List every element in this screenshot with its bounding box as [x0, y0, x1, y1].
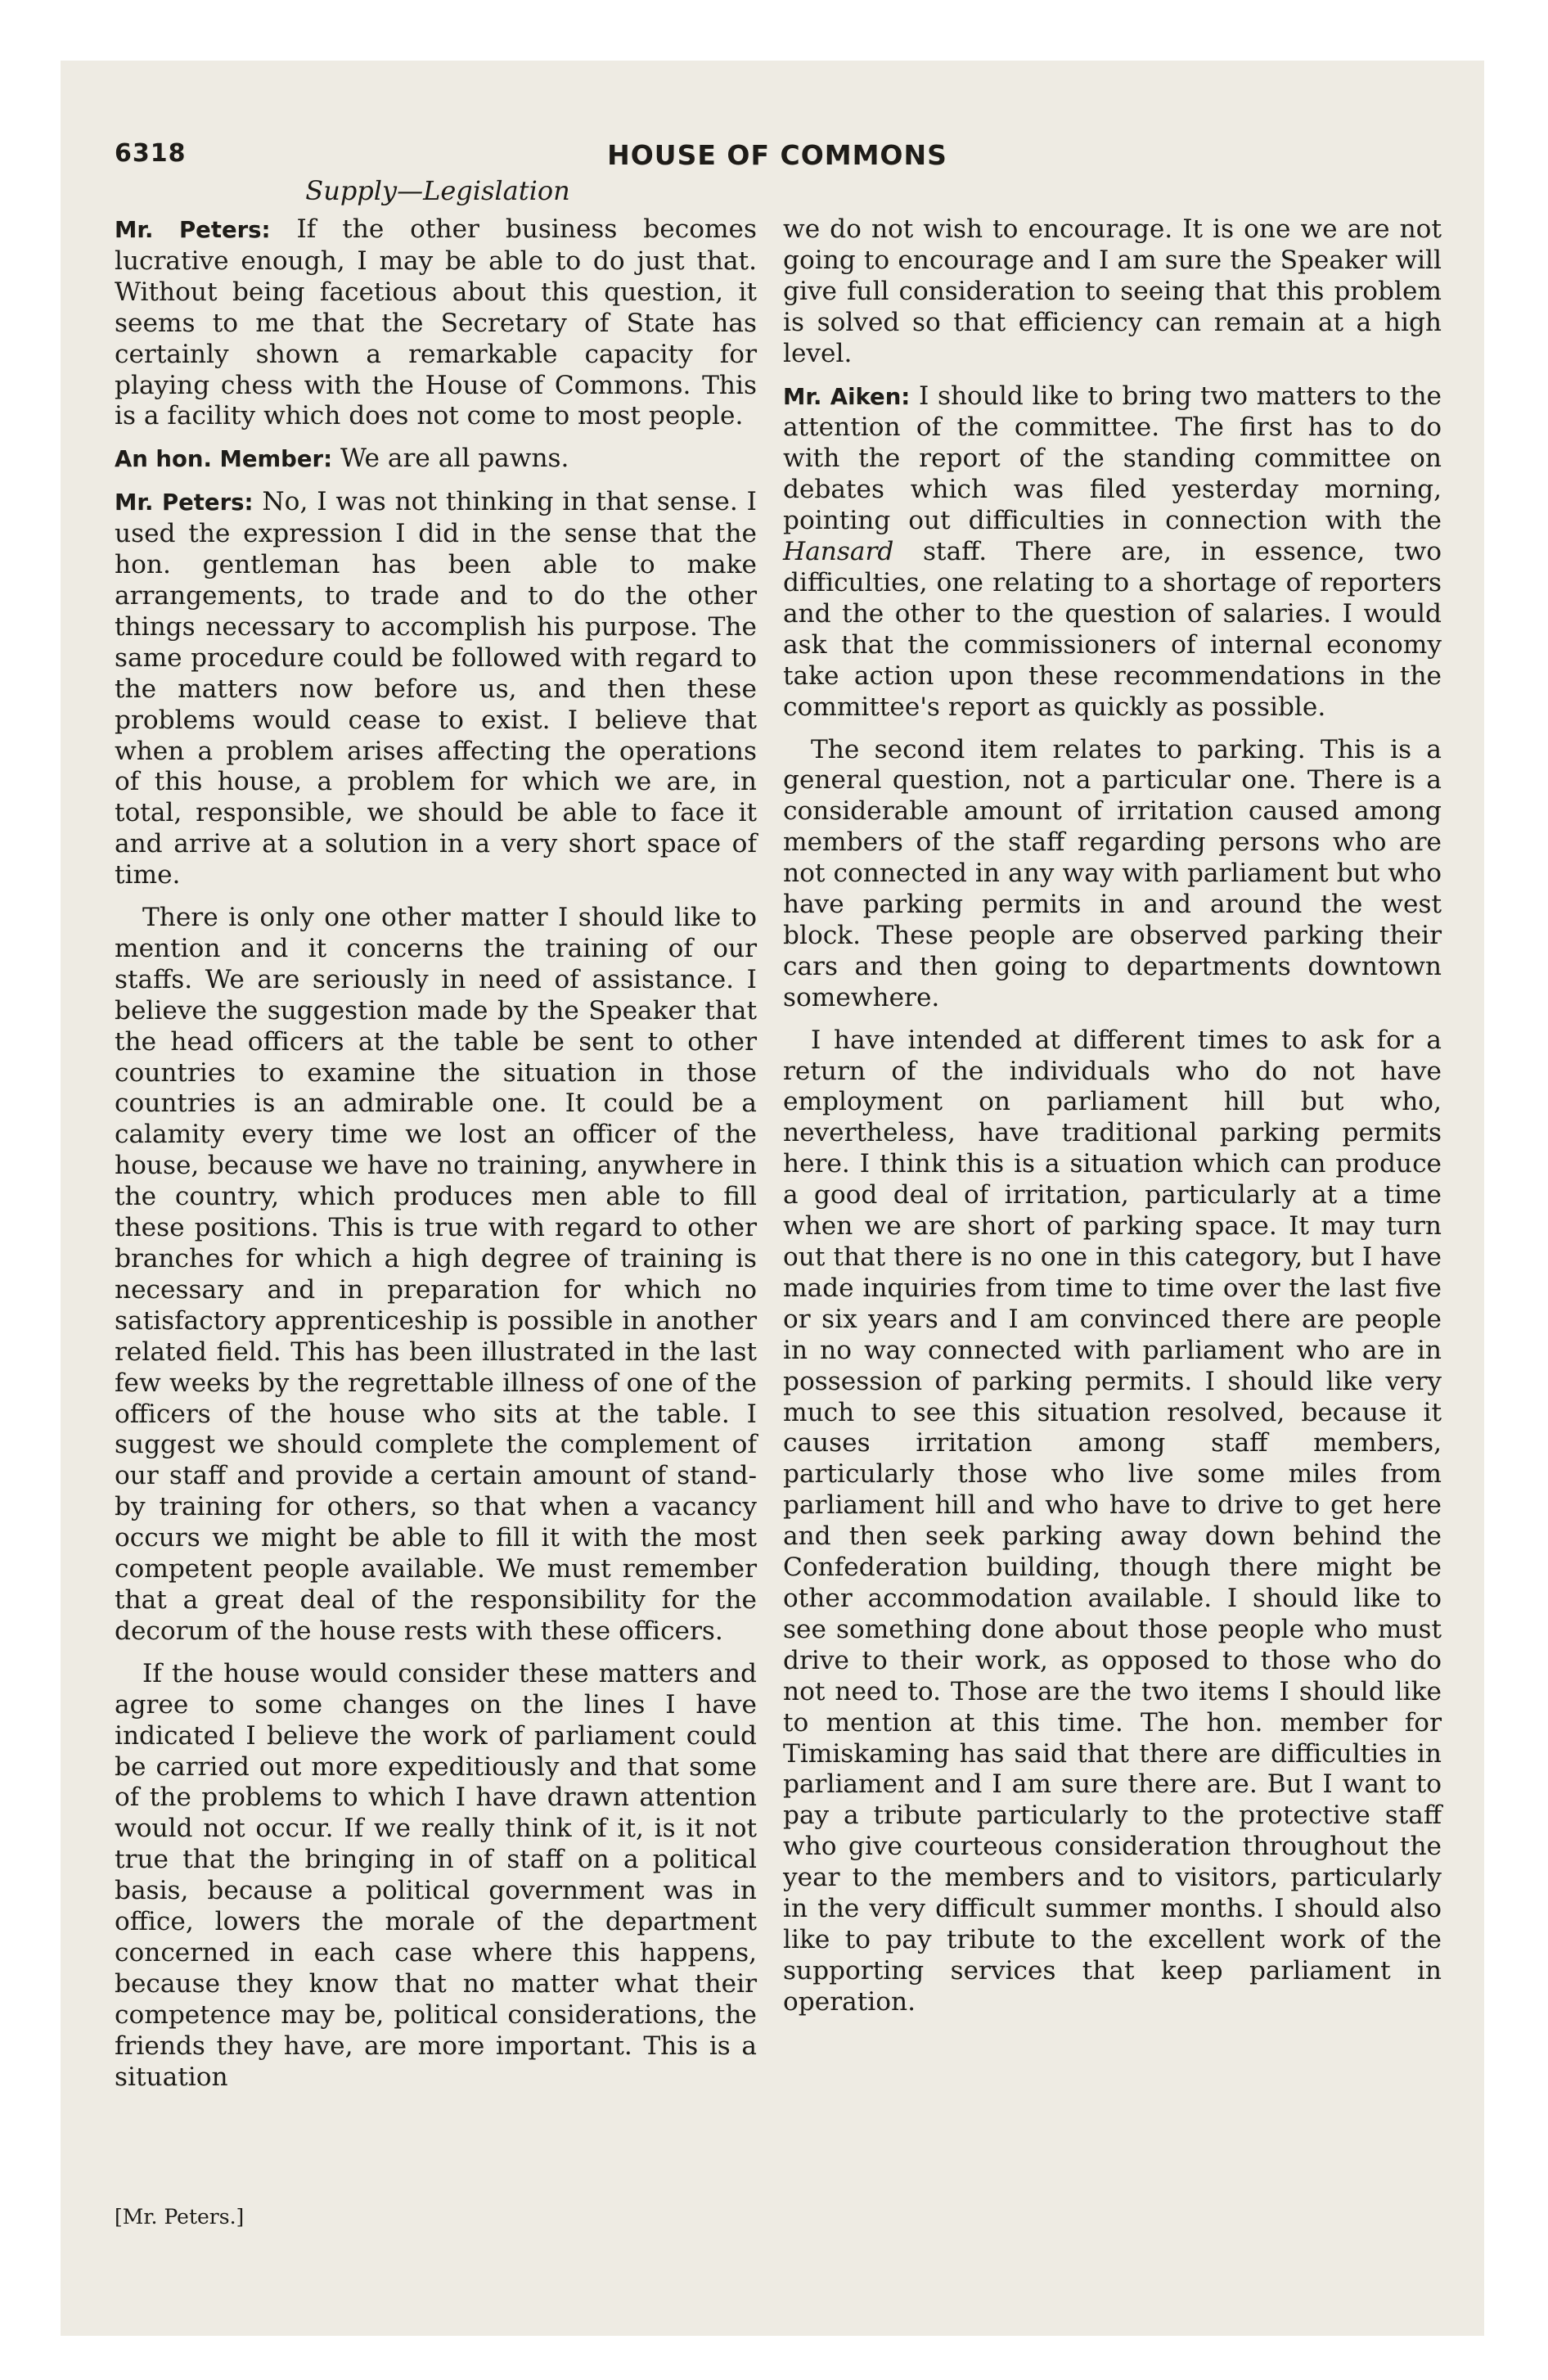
paragraph: [783, 214, 1442, 370]
paragraph-text: we do not wish to encourage. It is one we are not going to encourage and I am sure the Speaker will give full consideration to seeing that this problem is solved so that efficiency can remain at a high level.: [783, 214, 1442, 368]
right-column: [783, 214, 1442, 2030]
paragraph: [783, 1025, 1442, 2018]
paragraph-text: staff. There are, in essence, two difficulties, one relating to a shortage of reporters and the other to the question of salaries. I would ask that the commissioners of internal economy take action upon these recommendations in the committee's report as quickly as possible.: [783, 537, 1442, 722]
italic-term: Hansard: [783, 537, 894, 567]
speaker-name: Mr. Peters:: [115, 489, 254, 516]
left-column: [115, 214, 757, 2104]
speaker-name: Mr. Peters:: [115, 217, 271, 243]
page-header: [115, 139, 1440, 178]
paragraph-text: If the house would consider these matters and agree to some changes on the lines I have indicated I believe the work of parliament could be carried out more expeditiously and that some of the problems to which I have drawn attention would not occur. If we really think of it, is it not true that the bringing in of staff on a political basis, because a political government was in office, lowers the morale of the department concerned in each case where this happens, because they know that no matter what their competence may be, political considerations, the friends they have, are more important. This is a situation: [115, 1658, 757, 2092]
page-title: HOUSE OF COMMONS: [607, 139, 947, 171]
page-number: 6318: [115, 139, 187, 168]
paragraph: [783, 735, 1442, 1014]
paragraph: [115, 444, 757, 476]
paragraph-text: There is only one other matter I should like to mention and it concerns the training of our staffs. We are seriously in need of assistance. I believe the suggestion made by the Speaker that the head officers at the table be sent to other countries to examine the situation in those countries is an admirable one. It could be a calamity every time we lost an officer of the house, because we have no training, anywhere in the country, which produces men able to fill these positions. This is true with regard to other branches for which a high degree of training is necessary and in preparation for which no satisfactory apprenticeship is possible in another related field. This has been illustrated in the last few weeks by the regrettable illness of one of the officers of the house who sits at the table. I suggest we should complete the complement of our staff and provide a certain amount of stand-by training for others, so that when a vacancy occurs we might be able to fill it with the most competent people available. We must remember that a great deal of the responsibility for the decorum of the house rests with these officers.: [115, 903, 757, 1646]
paragraph-text: I have intended at different times to ask for a return of the individuals who do not have employment on parliament hill but who, nevertheless, have traditional parking permits here. I think this is a situation which can produce a good deal of irritation, particularly at a time when we are short of parking space. It may turn out that there is no one in this category, but I have made inquiries from time to time over the last five or six years and I am convinced there are people in no way connected with parliament who are in possession of parking permits. I should like very much to see this situation resolved, because it causes irritation among staff members, particularly those who live some miles from parliament hill and who have to drive to get here and then seek parking away down behind the Confederation building, though there might be other accommodation available. I should like to see something done about those people who must drive to their work, as opposed to those who do not need to. Those are the two items I should like to mention at this time. The hon. member for Timiskaming has said that there are difficulties in parliament and I am sure there are. But I want to pay a tribute particularly to the protective staff who give courteous consideration throughout the year to the members and to visitors, particularly in the very difficult summer months. I should also like to pay tribute to the excellent work of the supporting services that keep parliament in operation.: [783, 1025, 1442, 2017]
speaker-footnote: [Mr. Peters.]: [115, 2205, 245, 2229]
paragraph: [783, 381, 1442, 723]
paragraph-text: The second item relates to parking. This is a general question, not a particular one. There is a considerable amount of irritation caused among members of the staff regarding persons who are not connected in any way with parliament but who have parking permits in and around the west block. These people are observed parking their cars and then going to departments downtown somewhere.: [783, 734, 1442, 1012]
paragraph: [115, 214, 757, 432]
subject-heading: Supply—Legislation: [305, 175, 570, 206]
paragraph-text: We are all pawns.: [340, 444, 569, 474]
speaker-name: An hon. Member:: [115, 446, 333, 473]
paragraph-text: If the other business becomes lucrative enough, I may be able to do just that. Without being facetious about this question, it seems to me that the Secretary of State has certainly shown a remarkable capacity for playing chess with the House of Commons. This is a facility which does not come to most people.: [115, 214, 758, 431]
paragraph-text: I should like to bring two matters to the attention of the committee. The first has to do with the report of the standing committee on debates which was filed yesterday morning, pointing out difficulties in connection with the: [783, 381, 1442, 536]
paragraph: [115, 487, 757, 891]
paragraph: [115, 1659, 757, 2094]
speaker-name: Mr. Aiken:: [783, 383, 911, 410]
paragraph: [115, 903, 757, 1648]
paragraph-text: No, I was not thinking in that sense. I used the expression I did in the sense that the hon. gentleman has been able to make arrangements, to trade and to do the other things necessary to accomplish his purpose. The same procedure could be followed with regard to the matters now before us, and then these problems would cease to exist. I believe that when a problem arises affecting the operations of this house, a problem for which we are, in total, responsible, we should be able to face it and arrive at a solution in a very short space of time.: [115, 487, 757, 890]
